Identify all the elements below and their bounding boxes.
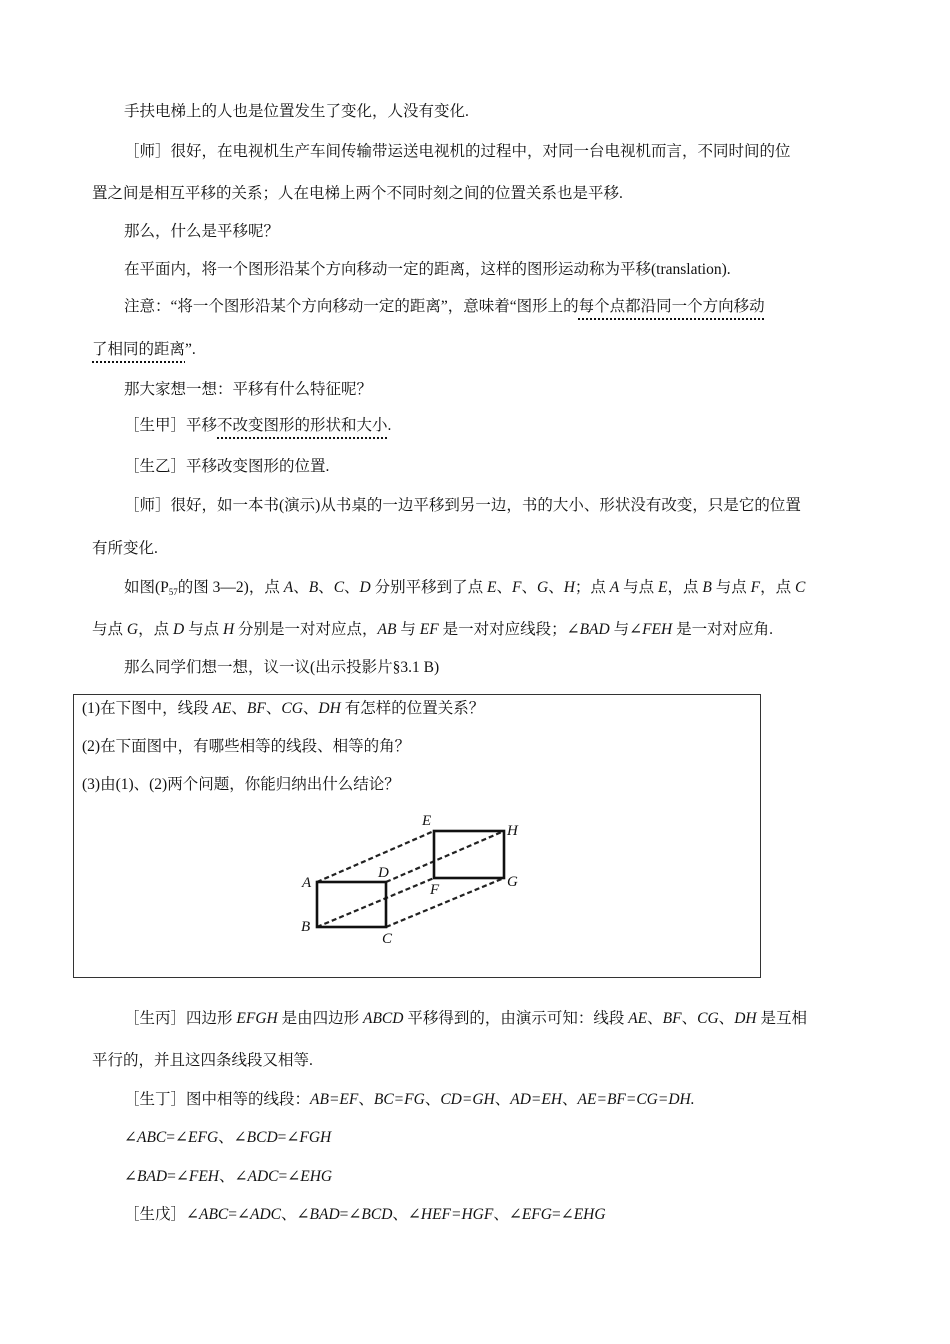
- paragraph-continuation: [92, 538, 158, 560]
- text: 、∠: [281, 1206, 310, 1223]
- text: (3)由(1)、(2)两个问题，你能归纳出什么结论？: [82, 776, 400, 793]
- paragraph: [124, 379, 372, 401]
- text: =∠: [551, 1206, 574, 1223]
- math-var: B: [308, 579, 319, 596]
- text: 、: [548, 579, 564, 596]
- math-var: CG: [697, 1010, 719, 1027]
- text: 那么，什么是平移呢？: [124, 223, 280, 240]
- text: 、: [496, 579, 512, 596]
- subscript: 57: [168, 587, 178, 597]
- label-F: F: [430, 882, 440, 898]
- text: ［师］很好，在电视机生产车间传输带运送电视机的过程中，对同一台电视机而言，不同时间的位: [124, 143, 791, 160]
- text: 是互相: [756, 1010, 807, 1027]
- math-var: DH: [734, 1010, 757, 1027]
- paragraph: [124, 1127, 331, 1149]
- math-var: ADC: [250, 1206, 282, 1223]
- text: 是一对对应线段；∠: [438, 621, 580, 638]
- paragraph: [124, 221, 279, 243]
- label-A: A: [302, 875, 312, 891]
- paragraph: [124, 1008, 807, 1030]
- paragraph: [124, 259, 731, 281]
- text: (2)在下面图中，有哪些相等的线段、相等的角？: [82, 738, 411, 755]
- math-var: AE: [212, 700, 232, 717]
- math-var: G: [536, 579, 549, 596]
- math-var: BAD: [579, 621, 610, 638]
- paragraph: [124, 141, 791, 163]
- math-var: F: [750, 579, 761, 596]
- math-var: FGH: [299, 1129, 332, 1146]
- text: 与点: [184, 621, 223, 638]
- segment-BF: [317, 878, 434, 927]
- text: 、: [344, 579, 360, 596]
- math-var: FEH: [188, 1168, 220, 1185]
- text: 、∠: [493, 1206, 522, 1223]
- label-H: H: [507, 823, 518, 839]
- text: 、∠: [218, 1129, 247, 1146]
- text: 、: [521, 579, 537, 596]
- math-var: ABCD: [362, 1010, 404, 1027]
- paragraph: [124, 657, 439, 679]
- text: 有怎样的位置关系？: [340, 700, 485, 717]
- text: ”.: [185, 341, 196, 358]
- math-var: E: [658, 579, 668, 596]
- text: 的图 3—2)，点: [177, 579, 284, 596]
- text: (1)在下图中，线段: [82, 700, 213, 717]
- text: 注意：“将一个图形沿某个方向移动一定的距离”，意味着“图形上的: [124, 298, 579, 315]
- math-var: BAD: [137, 1168, 168, 1185]
- text: 、: [424, 1091, 441, 1108]
- math-var: A: [609, 579, 620, 596]
- math-var: BF: [662, 1010, 682, 1027]
- paragraph: [124, 101, 469, 123]
- math-var: C: [333, 579, 345, 596]
- text: ，点: [667, 579, 703, 596]
- text: 分别平移到了点: [370, 579, 488, 596]
- emphasis-text: 每个点都沿同一个方向移动: [578, 298, 765, 315]
- math-var: B: [702, 579, 712, 596]
- math-var: A: [283, 579, 294, 596]
- text: ；点: [574, 579, 610, 596]
- text: 、: [494, 1091, 511, 1108]
- math-expr: AD=EH: [510, 1091, 563, 1108]
- text: =∠: [167, 1168, 189, 1185]
- text: 、: [231, 700, 247, 717]
- text: ［生丙］四边形: [124, 1010, 237, 1027]
- text: 手扶电梯上的人也是位置发生了变化，人没有变化.: [124, 103, 469, 120]
- paragraph: [124, 296, 765, 318]
- math-expr: BC=FG: [373, 1091, 425, 1108]
- translation-figure: [294, 805, 614, 955]
- text: ［生丁］图中相等的线段：: [124, 1091, 311, 1108]
- text: 与: [396, 621, 420, 638]
- text: 与点: [619, 579, 659, 596]
- text: 平移得到的，由演示可知：线段: [403, 1010, 629, 1027]
- math-var: H: [563, 579, 575, 596]
- text: 那大家想一想：平移有什么特征呢？: [124, 381, 373, 398]
- text: =∠: [339, 1206, 362, 1223]
- paragraph: [124, 495, 801, 517]
- text: 、: [293, 579, 309, 596]
- math-var: BAD: [309, 1206, 340, 1223]
- math-var: DH: [318, 700, 341, 717]
- emphasis-text: 了相同的距离: [92, 341, 186, 358]
- segment-CG: [386, 878, 504, 927]
- math-var: ABC: [199, 1206, 229, 1223]
- emphasis-text: 不改变图形的形状和大小: [217, 417, 388, 434]
- text: 、∠: [219, 1168, 248, 1185]
- math-var: EFGH: [236, 1010, 278, 1027]
- math-expr: AB=EF: [310, 1091, 359, 1108]
- question-3: [82, 774, 400, 796]
- question-1: [82, 698, 484, 720]
- text: ［生乙］平移改变图形的位置.: [124, 458, 330, 475]
- math-var: AB: [377, 621, 397, 638]
- quadrilateral-ABCD: [317, 882, 386, 927]
- paragraph: [124, 1166, 332, 1188]
- text: 分别是一对对应点，: [234, 621, 378, 638]
- segment-DH: [386, 831, 504, 882]
- math-var: AE: [628, 1010, 648, 1027]
- text: =∠: [228, 1206, 251, 1223]
- paragraph: [124, 577, 805, 603]
- segment-AE: [317, 831, 434, 882]
- paragraph-continuation: [92, 1050, 313, 1072]
- math-var: E: [487, 579, 497, 596]
- text: 与∠: [609, 621, 643, 638]
- text: ［生戊］∠: [124, 1206, 199, 1223]
- text: =∠: [166, 1129, 189, 1146]
- text: 有所变化.: [92, 540, 158, 557]
- math-var: EFG: [188, 1129, 219, 1146]
- question-2: [82, 736, 410, 758]
- text: 、: [647, 1010, 663, 1027]
- paragraph: [124, 456, 329, 478]
- math-var: BCD: [246, 1129, 278, 1146]
- math-expr: CD=GH: [440, 1091, 495, 1108]
- text: 如图(P: [124, 579, 169, 596]
- text: ［生甲］平移: [124, 417, 218, 434]
- math-var: C: [794, 579, 806, 596]
- math-var: EFG: [521, 1206, 552, 1223]
- text: 是一对对应角.: [672, 621, 773, 638]
- math-var: G: [126, 621, 139, 638]
- text: 是由四边形: [277, 1010, 363, 1027]
- text: ∠: [124, 1168, 137, 1185]
- label-C: C: [382, 931, 393, 947]
- text: 与点: [711, 579, 751, 596]
- text: 、: [265, 700, 282, 717]
- text: ∠: [124, 1129, 137, 1146]
- paragraph-continuation: [92, 339, 196, 361]
- text: .: [387, 417, 392, 434]
- math-var: ADC: [247, 1168, 279, 1185]
- label-E: E: [422, 813, 432, 829]
- text: 、: [681, 1010, 698, 1027]
- text: 、: [718, 1010, 735, 1027]
- label-D: D: [378, 865, 389, 881]
- math-var: EHG: [573, 1206, 606, 1223]
- math-var: CG: [281, 700, 303, 717]
- text: 、: [318, 579, 334, 596]
- text: ，点: [760, 579, 795, 596]
- label-B: B: [301, 919, 311, 935]
- paragraph-continuation: [92, 183, 623, 205]
- math-var: EF: [419, 621, 439, 638]
- text: 、: [562, 1091, 578, 1108]
- text: ，点: [138, 621, 173, 638]
- text: =∠: [278, 1168, 301, 1185]
- math-var: FEH: [642, 621, 673, 638]
- math-var: ABC: [137, 1129, 167, 1146]
- text: 置之间是相互平移的关系；人在电梯上两个不同时刻之间的位置关系也是平移.: [92, 185, 623, 202]
- paragraph: [124, 1204, 606, 1226]
- math-var: D: [359, 579, 371, 596]
- text: 、: [358, 1091, 374, 1108]
- paragraph-continuation: [92, 619, 773, 641]
- math-var: BCD: [361, 1206, 393, 1223]
- question-box: [73, 694, 761, 978]
- text: 与点: [92, 621, 127, 638]
- paragraph: [124, 415, 391, 437]
- math-var: EHG: [300, 1168, 333, 1185]
- text: 、∠: [392, 1206, 421, 1223]
- quadrilateral-EFGH: [434, 831, 504, 878]
- math-expr: AE=BF=CG=DH.: [577, 1091, 695, 1108]
- math-var: H: [222, 621, 235, 638]
- math-var: D: [172, 621, 185, 638]
- text: =∠: [277, 1129, 300, 1146]
- text: 那么同学们想一想，议一议(出示投影片§3.1 B): [124, 659, 440, 676]
- text: ［师］很好，如一本书(演示)从书桌的一边平移到另一边，书的大小、形状没有改变，只是它的位置: [124, 497, 801, 514]
- paragraph: [124, 1089, 695, 1111]
- text: 、: [302, 700, 319, 717]
- text: 在平面内，将一个图形沿某个方向移动一定的距离，这样的图形运动称为平移(translation).: [124, 261, 731, 278]
- label-G: G: [507, 874, 518, 890]
- math-var: BF: [246, 700, 266, 717]
- math-var: HEF=HGF: [420, 1206, 494, 1223]
- math-var: F: [512, 579, 522, 596]
- text: 平行的，并且这四条线段又相等.: [92, 1052, 313, 1069]
